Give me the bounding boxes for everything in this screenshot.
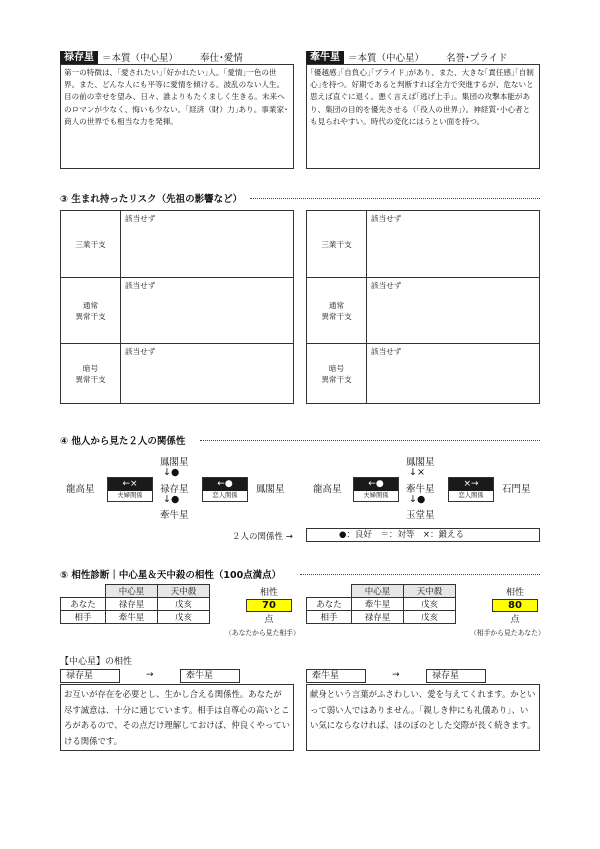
relation-badge-label: 恋人関係 xyxy=(458,492,484,499)
risk-value: 該当せず xyxy=(125,281,156,290)
table-cell: 相手 xyxy=(61,611,106,624)
table-cell: 戊亥 xyxy=(158,611,210,624)
relation-mark: ↓× xyxy=(409,467,425,478)
score-note: （あなたから見た相手） xyxy=(225,629,300,637)
risk-label: 通常 異常干支 xyxy=(307,278,367,343)
relation-side-star-left: 龍高星 xyxy=(313,484,342,495)
risk-value: 該当せず xyxy=(125,214,156,223)
relation-center-star: 禄存星 xyxy=(160,484,189,495)
table-row xyxy=(307,611,456,624)
table-row xyxy=(61,585,210,598)
table-cell: 禄存星 xyxy=(106,598,158,611)
pair-from-star: 牽牛星 xyxy=(306,669,366,683)
relation-badge-spouse xyxy=(107,477,153,502)
risk-label: 通常 異常干支 xyxy=(61,278,121,343)
risk-value: 該当せず xyxy=(371,214,402,223)
table-cell: 禄存星 xyxy=(352,611,404,624)
score-unit: 点 xyxy=(264,615,274,625)
relation-arrow: ×→ xyxy=(449,478,493,491)
risk-row xyxy=(307,211,539,278)
risk-value: 該当せず xyxy=(371,281,402,290)
relation-badge-label: 夫婦関係 xyxy=(117,492,143,499)
relation-mark: ↓● xyxy=(163,467,180,478)
pair-to-star: 牽牛星 xyxy=(180,669,240,683)
relation-side-star-left: 龍高星 xyxy=(66,484,95,495)
relation-side-star-right: 鳳閣星 xyxy=(256,484,285,495)
relation-arrow: ←● xyxy=(354,478,398,491)
risk-row xyxy=(307,344,539,403)
score-value: 70 xyxy=(246,599,292,612)
pair-arrow: → xyxy=(146,670,154,680)
table-row xyxy=(61,611,210,624)
core-compat-text-left: お互いが存在を必要とし、生かし合える関係性。あなたが尽す誠意は、十分に通じています。相手は自尊心の高いところがあるので、その点だけ理解しておけば、仲良くやっていける関係です。 xyxy=(60,684,294,751)
risk-table-left xyxy=(60,210,294,404)
star-card-header-right xyxy=(306,50,507,64)
table-cell: 戊亥 xyxy=(404,611,456,624)
score-note: （相手から見たあなた） xyxy=(470,629,545,637)
pair-to-star: 禄存星 xyxy=(426,669,486,683)
section-divider xyxy=(300,574,540,575)
section-divider xyxy=(250,198,540,199)
risk-row xyxy=(61,278,293,344)
table-cell: 牽牛星 xyxy=(106,611,158,624)
relation-badge-label: 恋人関係 xyxy=(212,492,238,499)
score-value: 80 xyxy=(492,599,538,612)
risk-section-title: ③ 生まれ持ったリスク（先祖の影響など） xyxy=(60,194,243,205)
relation-bottom-star: 牽牛星 xyxy=(160,510,189,521)
relation-top-star: 鳳閣星 xyxy=(406,457,435,468)
table-row xyxy=(307,585,456,598)
table-cell: 戊亥 xyxy=(158,598,210,611)
table-header-cell: 天中殺 xyxy=(404,585,456,598)
risk-row xyxy=(307,278,539,344)
risk-value: 該当せず xyxy=(125,347,156,356)
relation-badge-spouse xyxy=(353,477,399,502)
risk-row xyxy=(61,211,293,278)
star-name-badge: 牽牛星 xyxy=(306,51,344,64)
relation-legend: ●：良好 ＝：対等 ×：鍛える xyxy=(306,528,540,542)
relation-badge-lover xyxy=(202,477,248,502)
table-cell: あなた xyxy=(61,598,106,611)
relation-section-title: ④ 他人から見た２人の関係性 xyxy=(60,436,186,447)
relation-top-star: 鳳閣星 xyxy=(160,457,189,468)
risk-table-right xyxy=(306,210,540,404)
star-description-left: 第一の特徴は、｢愛されたい｣｢好かれたい｣人。｢愛情｣一色の世界。また、どんな人にも平等に愛情を傾ける。波乱のない人生。目の前の幸せを望み、日々、誰よりもたくましく生きる。未来へのロマンが少なく、悔いも少ない。｢経済（財）力｣あり。事業家･商人の世界でも相当な力を発揮。 xyxy=(60,64,294,169)
relation-side-star-right: 石門星 xyxy=(502,484,531,495)
pair-arrow: → xyxy=(392,670,400,680)
table-cell: あなた xyxy=(307,598,352,611)
risk-label: 三業干支 xyxy=(61,211,121,277)
star-tag: 名誉･プライド xyxy=(446,53,508,64)
section-divider xyxy=(200,440,540,441)
relation-mark: ↓● xyxy=(163,494,180,505)
star-card-header-left xyxy=(60,50,243,64)
compat-table-right xyxy=(306,584,456,624)
core-compat-title: 【中心星】の相性 xyxy=(60,657,133,667)
table-cell xyxy=(61,585,106,598)
table-header-cell: 中心星 xyxy=(352,585,404,598)
relation-center-star: 牽牛星 xyxy=(406,484,435,495)
table-cell xyxy=(307,585,352,598)
table-header-cell: 天中殺 xyxy=(158,585,210,598)
pair-from-star: 禄存星 xyxy=(60,669,120,683)
risk-label: 暗号 異常干支 xyxy=(307,344,367,403)
star-tag: 奉仕･愛情 xyxy=(200,53,243,64)
relation-arrow: ←● xyxy=(203,478,247,491)
relation-mark: ↓● xyxy=(409,494,426,505)
star-name-badge: 禄存星 xyxy=(60,51,98,64)
risk-value: 該当せず xyxy=(371,347,402,356)
table-cell: 牽牛星 xyxy=(352,598,404,611)
relation-arrow: ←× xyxy=(108,478,152,491)
compat-table-left xyxy=(60,584,210,624)
table-row xyxy=(307,598,456,611)
relation-bottom-star: 玉堂星 xyxy=(406,510,435,521)
score-label: 相性 xyxy=(259,588,278,598)
compat-section-title: ⑤ 相性診断｜中心星＆天中殺の相性（100点満点） xyxy=(60,570,282,581)
score-label: 相性 xyxy=(505,588,524,598)
risk-label: 三業干支 xyxy=(307,211,367,277)
relation-badge-label: 夫婦関係 xyxy=(363,492,389,499)
score-unit: 点 xyxy=(510,615,520,625)
core-compat-text-right: 献身という言葉がふさわしい、愛を与えてくれます。かといって弱い人ではありません。「親しき仲にも礼儀あり」、いい気にならなければ、ほのぼのとした交際が長く続きます。 xyxy=(306,684,540,751)
risk-row xyxy=(61,344,293,403)
star-equation: ＝本質（中心星） xyxy=(348,53,425,64)
star-equation: ＝本質（中心星） xyxy=(102,53,179,64)
relation-legend-label: ２人の関係性 → xyxy=(232,532,293,542)
table-cell: 戊亥 xyxy=(404,598,456,611)
table-header-cell: 中心星 xyxy=(106,585,158,598)
star-description-right: ｢優越感｣｢自負心｣｢プライド｣があり、また、大きな｢責任感｣｢自制心｣を持つ。好期であると判断すれば全力で突進するが、危ないと思えば直ぐに退く。悪く言えば｢逃げ上手｣。集団の攻撃本能があり、集団の目的を優先させる（｢役人の世界｣）。神経質･小心者とも見られやすい。時代の変化にはうとい面を持つ。 xyxy=(306,64,540,169)
risk-label: 暗号 異常干支 xyxy=(61,344,121,403)
relation-badge-lover xyxy=(448,477,494,502)
table-row xyxy=(61,598,210,611)
table-cell: 相手 xyxy=(307,611,352,624)
